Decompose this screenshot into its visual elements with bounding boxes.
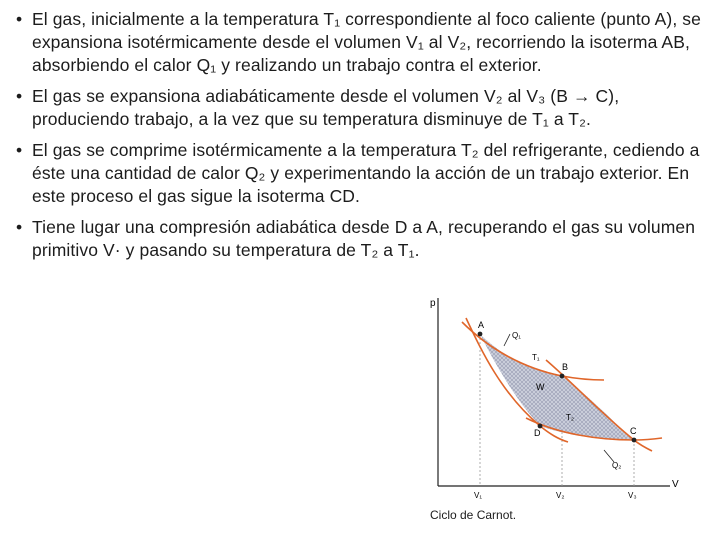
- point-b-label: B: [562, 362, 569, 372]
- bullet-item: [14, 8, 714, 77]
- tick-v1: V₁: [474, 491, 483, 500]
- bullet-text: El gas se expansiona adiabáticamente desde el volumen V₂ al V₃ (B → C), produciendo trabajo, a la vez que su temperatura disminuye de T₁ a T₂.: [32, 86, 620, 129]
- bullet-dot: •: [16, 9, 23, 29]
- bullet-dot: •: [16, 217, 23, 237]
- axis-label-p: p: [430, 298, 436, 309]
- label-t1: T₁: [532, 353, 540, 362]
- bullet-item: [14, 139, 714, 208]
- bullet-text: El gas, inicialmente a la temperatura T₁ correspondiente al foco caliente (punto A), se expansiona isotérmicamente desde el volumen V₁ al V₂, recorriendo la isoterma AB, absorbiendo el calor Q₁ y realizando un trabajo contra el exterior.: [32, 9, 701, 75]
- label-t2: T₂: [566, 413, 574, 422]
- bullet-dot: •: [16, 140, 23, 160]
- point-c-marker: [632, 438, 637, 443]
- tick-v3: V₃: [628, 491, 637, 500]
- bullet-dot: •: [16, 86, 23, 106]
- q1-arrow: [504, 334, 510, 346]
- point-b-marker: [560, 374, 565, 379]
- tick-v2: V₂: [556, 491, 565, 500]
- label-q1: Q₁: [512, 331, 521, 340]
- bullet-text: Tiene lugar una compresión adiabática desde D a A, recuperando el gas su volumen primitivo V· y pasando su temperatura de T₂ a T₁.: [32, 217, 696, 260]
- label-w: W: [536, 382, 545, 392]
- bullet-item: [14, 216, 714, 262]
- axis-label-v: V: [672, 479, 679, 490]
- point-c-label: C: [630, 426, 637, 436]
- bullet-item: [14, 85, 714, 131]
- diagram-caption: Ciclo de Carnot.: [430, 508, 517, 522]
- cycle-area: [480, 334, 634, 440]
- text-block: [14, 8, 714, 270]
- bullet-text: El gas se comprime isotérmicamente a la temperatura T₂ del refrigerante, cediendo a éste una cantidad de calor Q₂ y experimentando la acción de un trabajo exterior. En este proceso el gas sigue la isoterma CD.: [32, 140, 700, 206]
- point-d-label: D: [534, 428, 541, 438]
- carnot-cycle-diagram: [418, 290, 688, 530]
- point-a-label: A: [478, 320, 485, 330]
- point-a-marker: [478, 332, 483, 337]
- label-q2: Q₂: [612, 461, 622, 470]
